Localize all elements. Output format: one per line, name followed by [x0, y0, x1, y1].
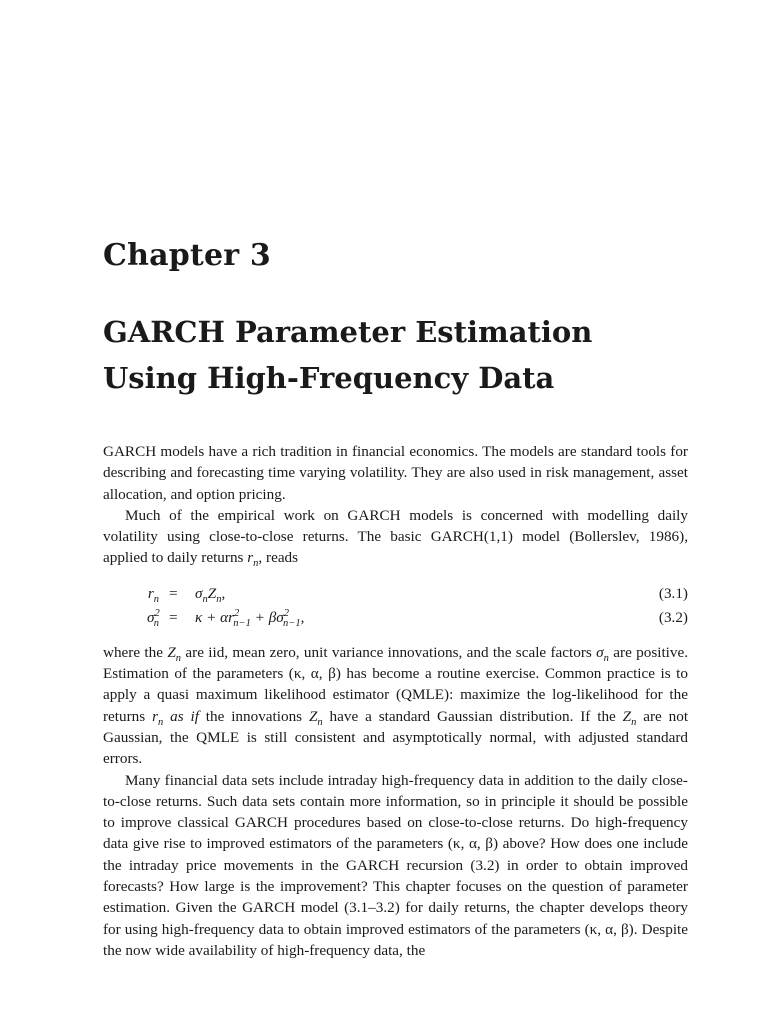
paragraph-3: where the $Z_n$ are iid, mean zero, unit variance innovations, and the scale factors $\sigma_n$ are positive. Estimation of the parameters (κ, α, β) has become a routine exercise. Common practice is to apply a quasi maximum likelihood estimator (QMLE): maximize the log-likelihood for the returns $r_n$ as if the innovations $Z_n$ have a standard Gaussian distribution. If the $Z_n$ are not Gaussian, the QMLE is still consistent and asymptotically normal, with adjusted standard errors. — [103, 643, 689, 768]
paragraph-1: GARCH models have a rich tradition in financial economics. The models are standard tools for describing and forecasting time varying volatility. They are also used in risk management, asset allocation, and option pricing. — [103, 443, 688, 503]
symbol-r: $r_n$ — [247, 549, 259, 570]
equation-number: (3.2) — [658, 608, 688, 626]
symbol-z: $Z_n$ — [167, 643, 182, 664]
equation-3-1 — [103, 582, 688, 606]
body-text — [103, 441, 688, 961]
equation-lhs: $\sigma^2_n$ — [147, 607, 160, 629]
chapter-title-line-1: GARCH Parameter Estimation — [103, 315, 593, 349]
emphasis-as-if: as if — [170, 707, 199, 725]
paragraph-4: Many financial data sets include intraday high-frequency data in addition to the daily close-to-close returns. Such data sets contain more information, so in principle it should be possible to improve classical GARCH procedures based on close-to-close returns. Do high-frequency data give rise to improved estimators of the parameters (κ, α, β) above? How does one include the intraday price movements in the GARCH recursion (3.2) in order to obtain improved forecasts? How large is the improvement? This chapter focuses on the question of parameter estimation. Given the GARCH model (3.1–3.2) for daily returns, the chapter develops theory for using high-frequency data to obtain improved estimators of the parameters (κ, α, β). Despite the now wide availability of high-frequency data, the — [103, 771, 688, 959]
equation-rhs: $\kappa + \alpha r^2_{n-1} + \beta\sigma^2_{n-1}$, — [195, 607, 305, 629]
paragraph-2: Much of the empirical work on GARCH models is concerned with modelling daily volatility using close-to-close returns. The basic GARCH(1,1) model (Bollerslev, 1986), applied to daily returns $r_n$, reads — [103, 506, 688, 570]
chapter-title — [103, 309, 723, 401]
chapter-title-line-2: Using High-Frequency Data — [103, 361, 555, 395]
paragraph-2-text: Much of the empirical work on GARCH models is concerned with modelling daily volatility using close-to-close returns. The basic GARCH(1,1) model (Bollerslev, 1986), applied to daily returns — [103, 506, 688, 567]
symbol-z: $Z_n$ — [622, 707, 637, 728]
symbol-z: $Z_n$ — [308, 707, 323, 728]
equation-rhs: $\sigma_nZ_n$, — [195, 584, 226, 605]
equation-number: (3.1) — [658, 584, 688, 602]
equation-relation: = — [169, 584, 178, 602]
equation-relation: = — [169, 608, 178, 626]
equation-block — [103, 582, 688, 630]
symbol-sigma: $\sigma_n$ — [596, 643, 609, 664]
equation-3-2 — [103, 606, 688, 630]
chapter-label: Chapter 3 — [103, 238, 271, 273]
equation-lhs: $r_n$ — [147, 584, 159, 605]
symbol-r: $r_n$ — [152, 707, 164, 728]
